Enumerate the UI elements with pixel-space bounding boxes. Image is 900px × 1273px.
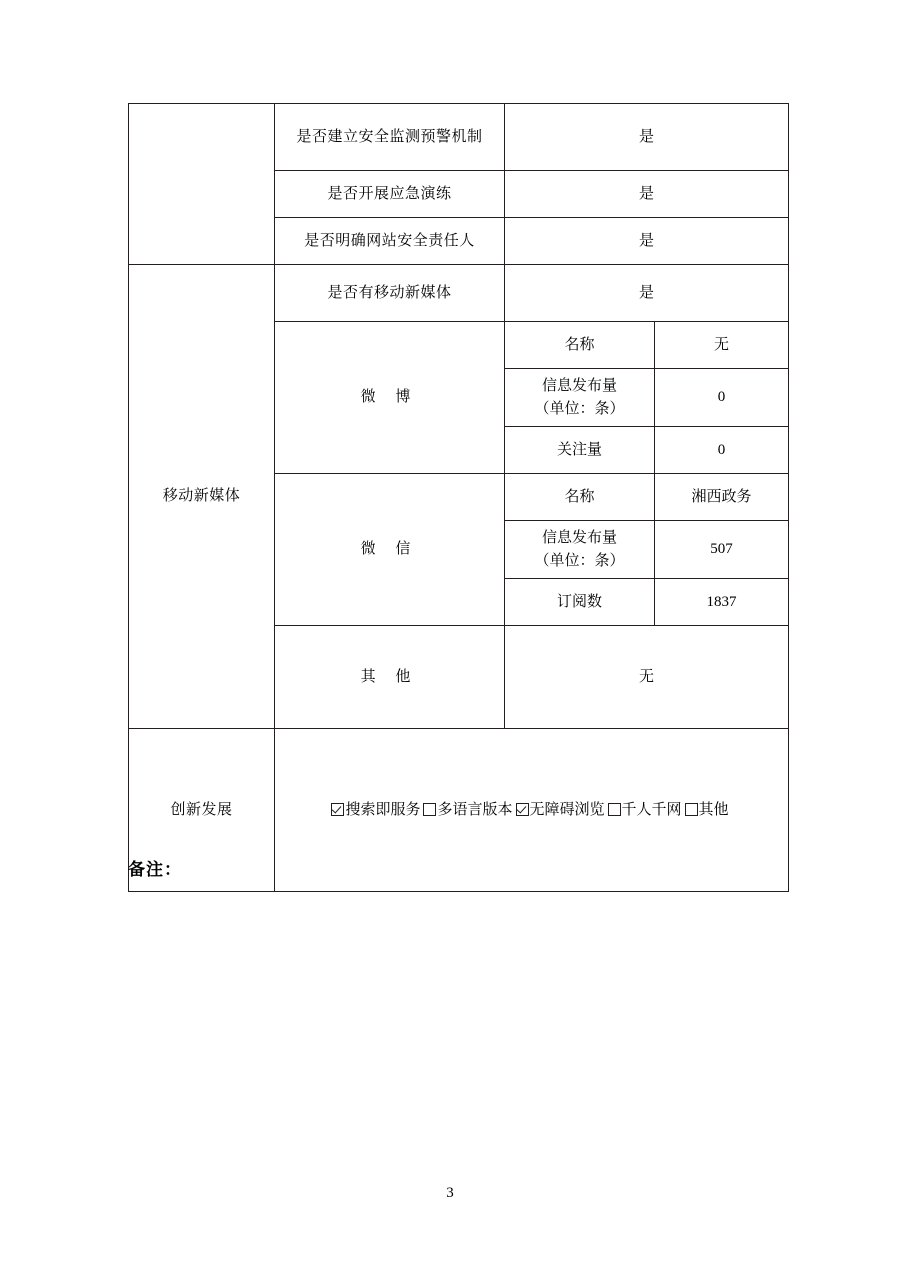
weibo-key-1-line2: （单位：条） [534,400,625,417]
checkbox-label-0: 搜索即服务 [345,801,421,818]
weixin-key-0: 名称 [505,474,655,521]
checkbox-4[interactable] [685,803,698,816]
innovation-options [279,799,784,822]
checkbox-label-2: 无障碍浏览 [529,801,605,818]
weixin-key-1-line2: （单位：条） [534,552,625,569]
weixin-key-1-line1: 信息发布量 [541,530,617,546]
weibo-key-2: 关注量 [505,427,655,474]
checkbox-1[interactable] [423,803,436,816]
table-row [129,104,789,171]
checkbox-label-1: 多语言版本 [437,801,513,818]
security-value-0: 是 [505,104,789,171]
innovation-label: 创新发展 [129,729,275,892]
weibo-key-1-line1: 信息发布量 [541,378,617,394]
security-value-2: 是 [505,218,789,265]
checkbox-label-3: 千人千网 [621,801,682,818]
security-label-0: 是否建立安全监测预警机制 [275,104,505,171]
checkbox-0[interactable] [331,803,344,816]
table-row [129,729,789,892]
security-label-2: 是否明确网站安全责任人 [275,218,505,265]
security-section-cell [129,104,275,265]
weibo-key-1 [505,369,655,427]
other-label: 其 他 [275,626,505,729]
checkbox-label-4: 其他 [698,801,729,818]
has-media-label: 是否有移动新媒体 [275,265,505,322]
website-report-table [128,103,789,892]
page-number: 3 [446,1185,454,1201]
weixin-value-2: 1837 [655,579,789,626]
checkbox-2[interactable] [516,803,529,816]
innovation-options-cell [275,729,789,892]
weixin-key-2: 订阅数 [505,579,655,626]
has-media-value: 是 [505,265,789,322]
table-row [129,265,789,322]
weibo-label: 微 博 [275,322,505,474]
remark-label: 备注： [128,860,182,879]
other-value: 无 [505,626,789,729]
weibo-value-1: 0 [655,369,789,427]
weibo-value-0: 无 [655,322,789,369]
weibo-key-0: 名称 [505,322,655,369]
security-value-1: 是 [505,171,789,218]
checkbox-3[interactable] [608,803,621,816]
weixin-value-0: 湘西政务 [655,474,789,521]
weixin-label: 微 信 [275,474,505,626]
weibo-value-2: 0 [655,427,789,474]
weixin-key-1 [505,521,655,579]
security-label-1: 是否开展应急演练 [275,171,505,218]
media-section-label: 移动新媒体 [129,265,275,729]
weixin-value-1: 507 [655,521,789,579]
